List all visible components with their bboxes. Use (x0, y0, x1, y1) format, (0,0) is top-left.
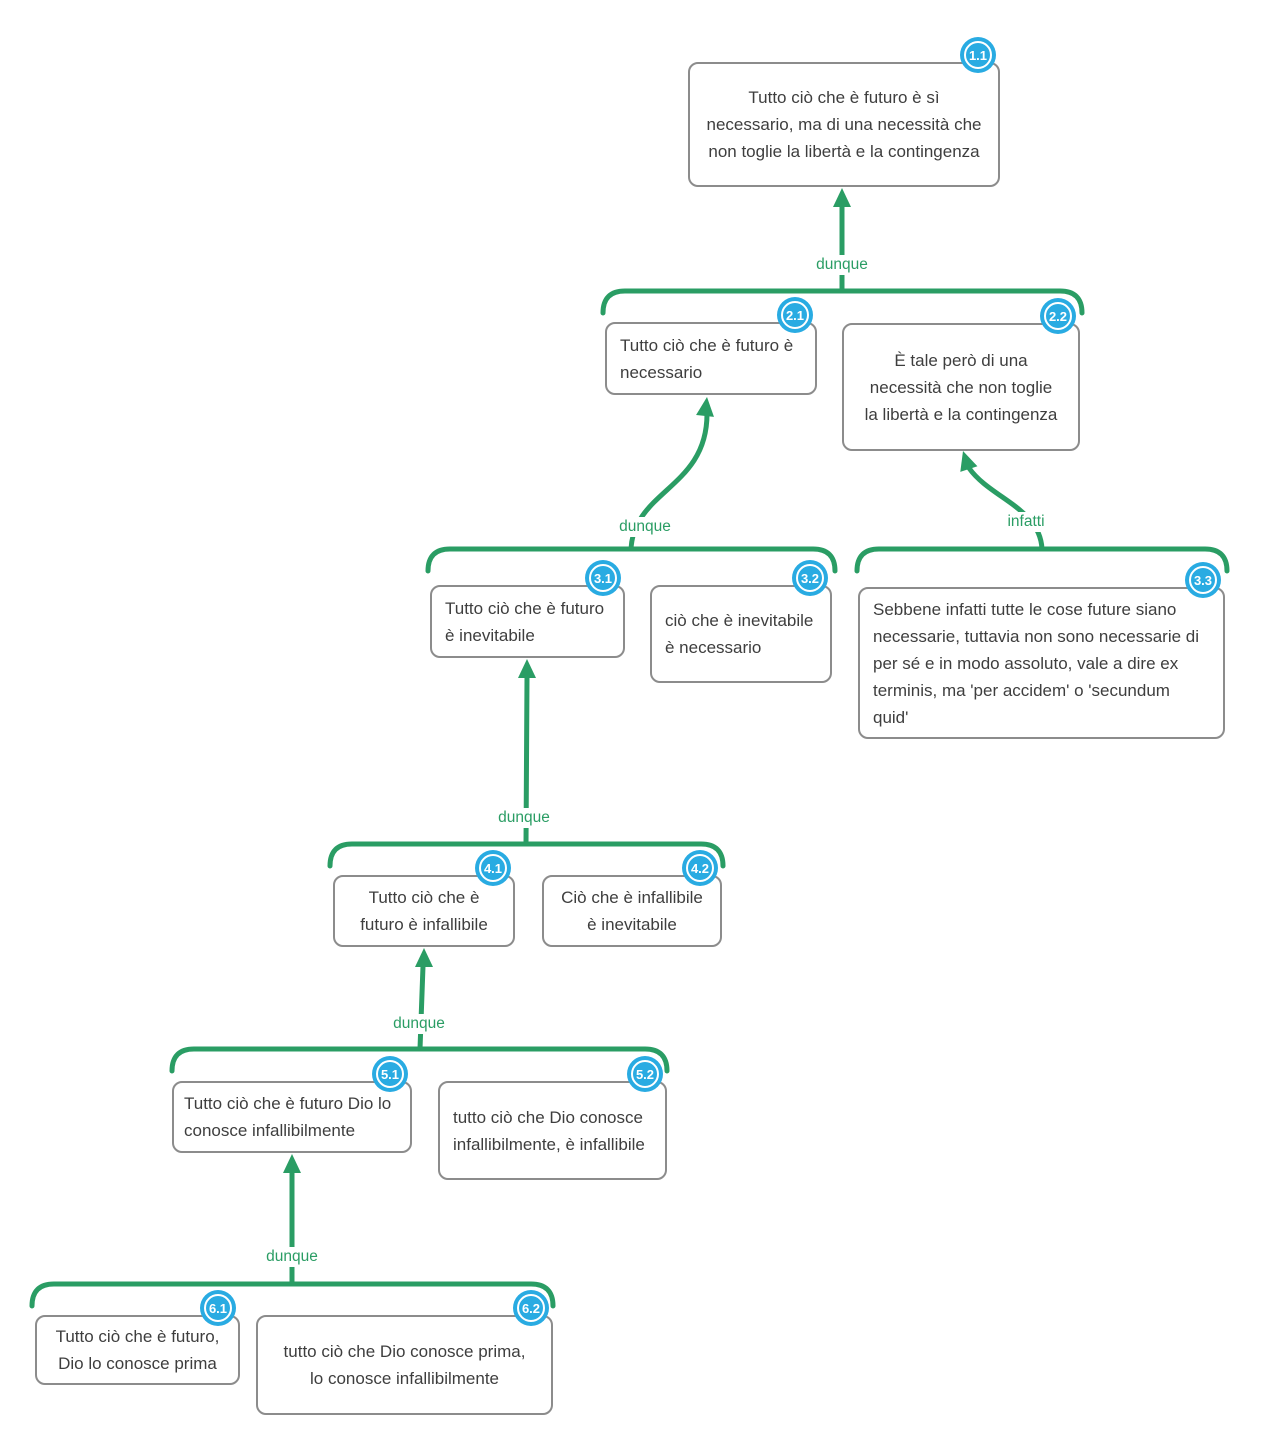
arrow-line-3b-to-2-2 (969, 468, 1042, 549)
argument-node-2-1[interactable] (605, 307, 817, 395)
node-text-6-1: Tutto ciò che è futuro, Dio lo conosce prima (55, 1327, 220, 1373)
node-text-2-2: È tale però di una necessità che non toglie la libertà e la contingenza (864, 350, 1058, 424)
group-bracket-5 (172, 1049, 667, 1071)
connector-label-dunque-5: dunque (263, 1247, 321, 1267)
node-badge-2-2: 2.2 (1044, 302, 1072, 330)
argument-node-1-1[interactable] (688, 47, 1000, 187)
node-text-4-2: Ciò che è infallibile è inevitabile (561, 888, 703, 934)
node-badge-6-2: 6.2 (517, 1294, 545, 1322)
connector-label-dunque-2: dunque (616, 517, 674, 537)
node-text-5-1: Tutto ciò che è futuro Dio lo conosce infallibilmente (184, 1094, 392, 1140)
node-text-3-2: ciò che è inevitabile è necessario (665, 611, 814, 657)
node-badge-5-2: 5.2 (631, 1060, 659, 1088)
argument-node-6-2[interactable] (256, 1300, 553, 1415)
node-text-2-1: Tutto ciò che è futuro è necessario (620, 335, 794, 382)
argument-node-3-2[interactable] (650, 570, 832, 683)
argument-node-3-1[interactable] (430, 570, 625, 658)
argument-node-5-1[interactable] (172, 1066, 412, 1153)
node-text-5-2: tutto ciò che Dio conosce infallibilmente, è infallibile (453, 1107, 645, 1154)
node-badge-4-1: 4.1 (479, 854, 507, 882)
node-text-3-3: Sebbene infatti tutte le cose future siano necessarie, tuttavia non sono necessarie di per sé e in modo assoluto, vale a dire ex terminis, ma 'per accidem' o 'secundum quid' (873, 599, 1200, 727)
node-badge-6-1: 6.1 (204, 1294, 232, 1322)
arrowhead-to-3-1 (518, 659, 536, 678)
node-text-4-1: Tutto ciò che è futuro è infallibile (360, 888, 488, 934)
connector-label-dunque-4: dunque (390, 1014, 448, 1034)
group-bracket-3a (428, 549, 835, 571)
argument-node-6-1[interactable] (35, 1300, 240, 1385)
arrowhead-to-4-1 (415, 948, 433, 967)
connector-label-dunque-1: dunque (813, 255, 871, 275)
node-badge-1-1: 1.1 (964, 41, 992, 69)
argument-node-2-2[interactable] (842, 308, 1080, 451)
arrowhead-to-1-1 (833, 188, 851, 207)
connector-label-infatti: infatti (1004, 512, 1047, 532)
node-text-1-1: Tutto ciò che è futuro è sì necessario, ma di una necessità che non toglie la libertà e la contingenza (706, 88, 982, 161)
arrowhead-to-5-1 (283, 1154, 301, 1173)
arrowhead-to-2-1 (696, 396, 716, 417)
connector-label-dunque-3: dunque (495, 808, 553, 828)
node-badge-3-1: 3.1 (589, 564, 617, 592)
argument-node-5-2[interactable] (438, 1066, 667, 1180)
arrow-line-5-to-4-1 (420, 966, 423, 1049)
node-badge-2-1: 2.1 (781, 301, 809, 329)
argument-node-4-1[interactable] (333, 860, 515, 947)
node-badge-5-1: 5.1 (376, 1060, 404, 1088)
group-bracket-2 (603, 291, 1082, 313)
node-badge-3-3: 3.3 (1189, 566, 1217, 594)
arrowhead-to-2-2 (954, 448, 977, 472)
node-badge-4-2: 4.2 (686, 854, 714, 882)
node-badge-3-2: 3.2 (796, 564, 824, 592)
group-bracket-6 (32, 1284, 553, 1306)
argument-node-4-2[interactable] (542, 860, 722, 947)
argument-node-3-3[interactable] (858, 572, 1225, 739)
group-bracket-4 (330, 844, 723, 866)
node-text-6-2: tutto ciò che Dio conosce prima, lo conosce infallibilmente (283, 1342, 526, 1388)
group-bracket-3b (857, 549, 1227, 571)
node-text-3-1: Tutto ciò che è futuro è inevitabile (445, 598, 605, 645)
